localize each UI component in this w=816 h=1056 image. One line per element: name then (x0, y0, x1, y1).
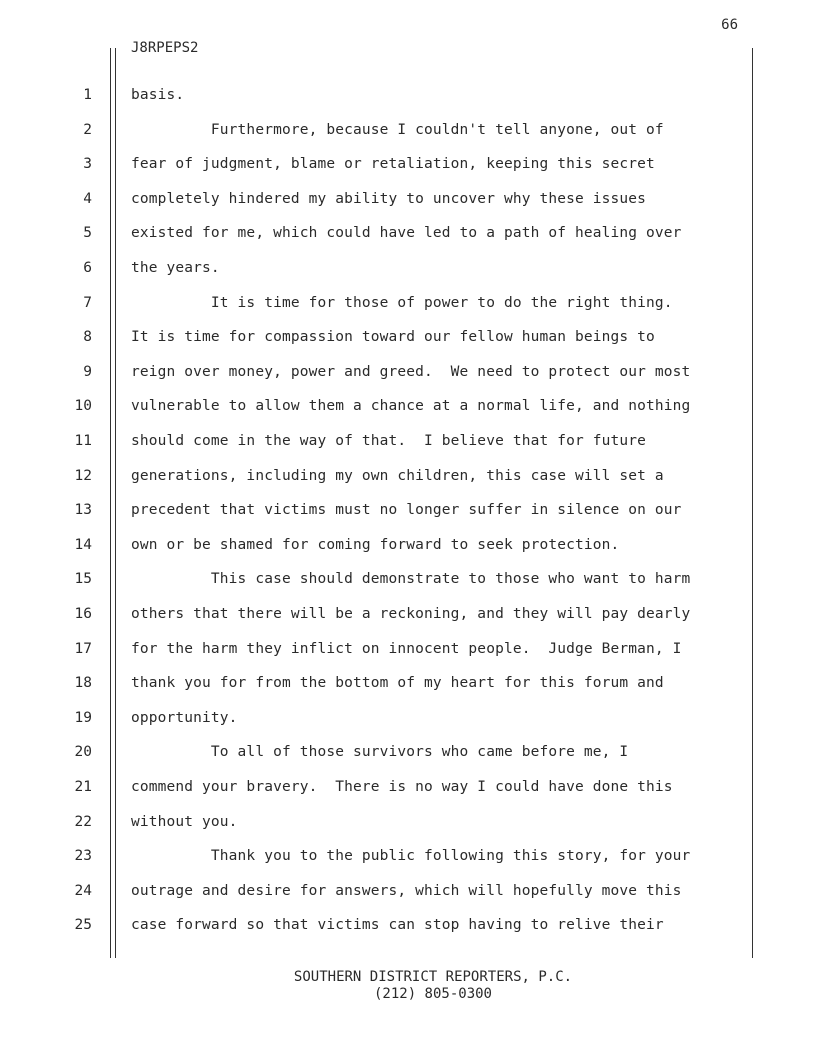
line-number: 11 (74, 433, 92, 449)
reporter-footer (0, 969, 816, 1003)
line-text: opportunity. (131, 709, 238, 726)
page-number: 66 (721, 17, 738, 33)
line-number: 14 (74, 536, 92, 553)
reporter-company: SOUTHERN DISTRICT REPORTERS, P.C. (293, 969, 573, 985)
line-text: the years. (131, 260, 220, 276)
line-text: vulnerable to allow them a chance at a normal life, and nothing (131, 398, 691, 415)
line-number: 12 (74, 467, 92, 484)
transcript-line (0, 846, 816, 866)
line-number: 6 (83, 260, 92, 276)
transcript-line (0, 742, 816, 762)
line-number: 9 (83, 363, 92, 380)
line-text: fear of judgment, blame or retaliation, keeping this secret (131, 156, 655, 173)
line-text: without you. (131, 813, 238, 830)
line-number: 2 (83, 121, 92, 138)
transcript-line (0, 777, 816, 797)
transcript-line (0, 223, 816, 243)
line-text: thank you for from the bottom of my heart for this forum and (131, 675, 664, 692)
transcript-line (0, 431, 816, 451)
line-text: for the harm they inflict on innocent people. Judge Berman, I (131, 640, 682, 657)
transcript-line (0, 327, 816, 347)
transcript-line (0, 189, 816, 209)
line-number: 13 (74, 502, 92, 519)
transcript-line (0, 915, 816, 935)
transcript-line (0, 466, 816, 486)
line-number: 24 (74, 882, 92, 899)
line-text: existed for me, which could have led to a path of healing over (131, 225, 682, 242)
transcript-line (0, 708, 816, 728)
line-number: 7 (83, 294, 92, 311)
line-text: To all of those survivors who came before me, I (131, 744, 629, 761)
line-text: basis. (131, 87, 185, 103)
line-number: 1 (83, 87, 92, 103)
transcript-line (0, 500, 816, 520)
transcript-line (0, 535, 816, 555)
line-number: 20 (74, 744, 92, 761)
line-number: 8 (83, 329, 92, 346)
line-text: Furthermore, because I couldn't tell anyone, out of (131, 121, 664, 138)
transcript-line (0, 639, 816, 659)
transcript-line (0, 362, 816, 382)
line-text: generations, including my own children, this case will set a (131, 467, 664, 484)
transcript-line (0, 673, 816, 693)
line-text: outrage and desire for answers, which will hopefully move this (131, 882, 682, 899)
transcript-line (0, 85, 816, 105)
line-number: 21 (74, 779, 92, 795)
line-number: 17 (74, 640, 92, 657)
transcript-line (0, 293, 816, 313)
line-number: 19 (74, 709, 92, 726)
line-number: 25 (74, 917, 92, 934)
transcript-line (0, 569, 816, 589)
line-text: completely hindered my ability to uncover why these issues (131, 190, 647, 207)
transcript-line (0, 154, 816, 174)
line-number: 3 (83, 156, 92, 173)
line-number: 15 (74, 571, 92, 588)
line-text: others that there will be a reckoning, and they will pay dearly (131, 606, 691, 622)
line-number: 5 (83, 225, 92, 242)
transcript-line (0, 120, 816, 140)
line-text: precedent that victims must no longer suffer in silence on our (131, 502, 682, 519)
line-text: It is time for those of power to do the right thing. (131, 294, 673, 311)
line-number: 16 (74, 606, 92, 622)
line-text: Thank you to the public following this story, for your (131, 848, 691, 865)
transcript-line (0, 812, 816, 832)
transcript-line (0, 604, 816, 624)
line-text: It is time for compassion toward our fellow human beings to (131, 329, 655, 346)
line-text: should come in the way of that. I believe that for future (131, 433, 647, 449)
line-text: commend your bravery. There is no way I could have done this (131, 779, 673, 795)
line-text: reign over money, power and greed. We need to protect our most (131, 363, 691, 380)
line-text: own or be shamed for coming forward to seek protection. (131, 536, 620, 553)
line-number: 10 (74, 398, 92, 415)
reporter-phone: (212) 805-0300 (373, 986, 492, 1002)
line-number: 22 (74, 813, 92, 830)
line-number: 18 (74, 675, 92, 692)
transcript-line (0, 881, 816, 901)
case-id: J8RPEPS2 (131, 40, 199, 56)
line-text: case forward so that victims can stop having to relive their (131, 917, 664, 934)
line-number: 4 (83, 190, 92, 207)
line-number: 23 (74, 848, 92, 865)
line-text: This case should demonstrate to those who want to harm (131, 571, 691, 588)
transcript-line (0, 258, 816, 278)
transcript-line (0, 396, 816, 416)
